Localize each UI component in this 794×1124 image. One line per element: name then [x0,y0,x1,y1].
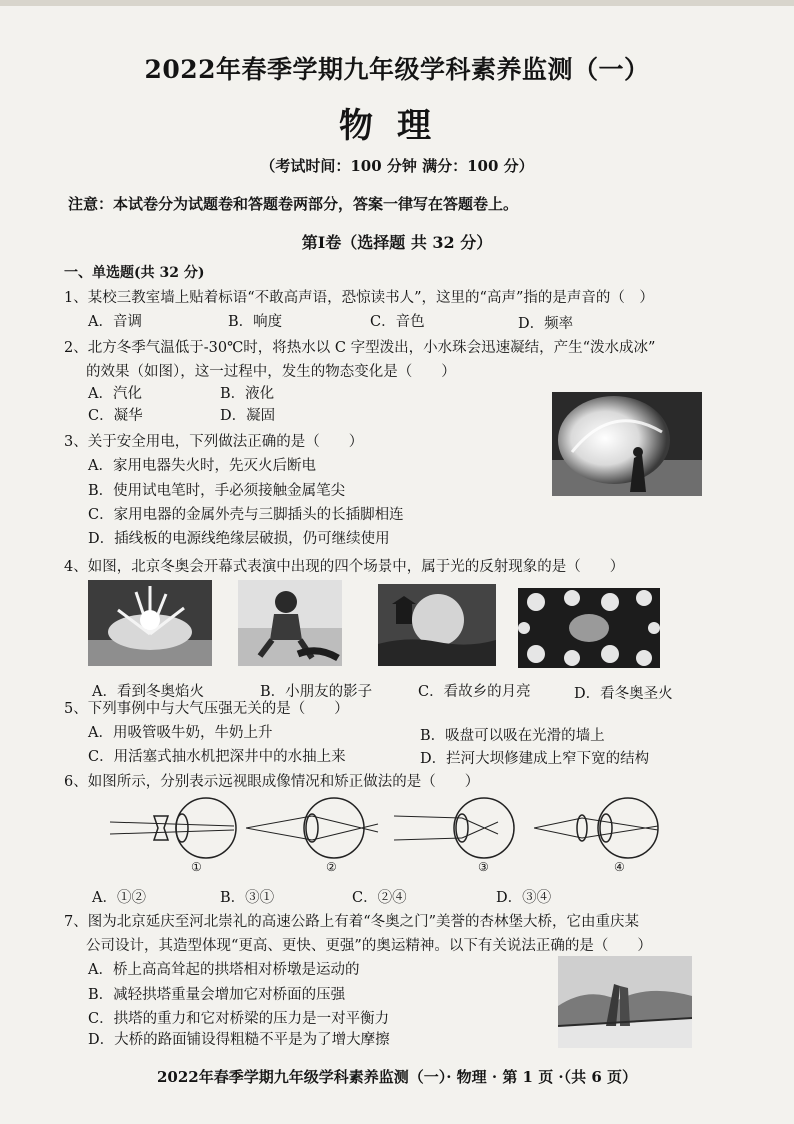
part-title: 一、单选题(共 32 分) [64,265,205,281]
q6-option-d: D．③④ [496,890,552,906]
q1-option-c: C．音色 [370,314,425,330]
q7-stem-line1: 7、图为北京延庆至河北崇礼的高速公路上有着“冬奥之门”美誉的杏林堡大桥，它由重庆某 [64,914,640,930]
q6-option-a: A．①② [92,890,146,906]
q2-photo-water-to-ice [552,392,702,496]
eye-label-4: ④ [614,860,625,874]
q1-option-a: A．音调 [88,314,142,330]
q3-option-d: D．插线板的电源线绝缘层破损，仍可继续使用 [88,531,390,547]
q4-stem: 4、如图，北京冬奥会开幕式表演中出现的四个场景中，属于光的反射现象的是（ ） [64,559,625,575]
notice: 注意：本试卷分为试题卷和答题卷两部分，答案一律写在答题卷上。 [68,195,519,213]
q4-option-d: D．看冬奥圣火 [574,686,673,702]
eye-diagram-3 [394,796,534,878]
eye-diagram-4 [534,796,674,878]
exam-title: 2022年春季学期九年级学科素养监测（一） [144,55,650,84]
q2-option-d: D．凝固 [220,408,276,424]
q4-photo-moon [378,584,496,666]
q3-option-a: A．家用电器失火时，先灭火后断电 [88,458,316,474]
q7-option-a: A．桥上高高耸起的拱塔相对桥墩是运动的 [88,962,360,978]
q6-option-b: B．③① [220,890,275,906]
q6-stem: 6、如图所示，分别表示远视眼成像情况和矫正做法的是（ ） [64,774,480,790]
eye-label-3: ③ [478,860,489,874]
eye-label-1: ① [191,860,202,874]
q5-option-a: A．用吸管吸牛奶，牛奶上升 [88,725,273,741]
q2-stem-line1: 2、北方冬季气温低于-30℃时，将热水以 C 字型泼出，小水珠会迅速凝结，产生“泼水成冰” [64,340,656,356]
q5-option-b: B．吸盘可以吸在光滑的墙上 [420,728,605,744]
page-footer: 2022年春季学期九年级学科素养监测（一）· 物理 · 第 1 页 ·（共 6 页） [156,1068,638,1086]
eye-diagram-1 [110,796,250,878]
q2-option-a: A．汽化 [88,386,142,402]
q7-option-b: B．减轻拱塔重量会增加它对桥面的压强 [88,987,346,1003]
q7-stem-line2: 公司设计，其造型体现“更高、更快、更强”的奥运精神。以下有关说法正确的是（ ） [86,938,652,954]
q1-option-d: D．频率 [518,316,574,332]
q3-option-c: C．家用电器的金属外壳与三脚插头的长插脚相连 [88,507,404,523]
q7-option-c: C．拱塔的重力和它对桥梁的压力是一对平衡力 [88,1011,390,1027]
q4-option-c: C．看故乡的月亮 [418,684,531,700]
eye-diagram-2 [246,796,386,878]
q1-option-b: B．响度 [228,314,283,330]
q5-option-c: C．用活塞式抽水机把深井中的水抽上来 [88,749,346,765]
q5-stem: 5、下列事例中与大气压强无关的是（ ） [64,701,349,717]
q4-option-b: B．小朋友的影子 [260,684,373,700]
top-edge [0,0,794,6]
q4-photo-torch [518,588,660,668]
q7-option-d: D．大桥的路面铺设得粗糙不平是为了增大摩擦 [88,1032,390,1048]
q2-option-b: B．液化 [220,386,275,402]
time-info: （考试时间：100 分钟 满分：100 分） [260,157,534,175]
q5-option-d: D．拦河大坝修建成上窄下宽的结构 [420,751,650,767]
q7-photo-bridge [558,956,692,1048]
q3-stem: 3、关于安全用电，下列做法正确的是（ ） [64,434,364,450]
q4-photo-shadow [238,580,342,666]
q2-option-c: C．凝华 [88,408,143,424]
q6-option-c: C．②④ [352,890,407,906]
q1-stem: 1、某校三教室墙上贴着标语“不敢高声语，恐惊读书人”，这里的“高声”指的是声音的（ ） [64,290,654,306]
q4-option-a: A．看到冬奥焰火 [92,684,204,700]
section-title: 第Ⅰ卷（选择题 共 32 分） [301,233,493,252]
eye-label-2: ② [326,860,337,874]
q4-photo-fireworks [88,580,212,666]
q3-option-b: B．使用试电笔时，手必须接触金属笔尖 [88,483,346,499]
subject-title: 物理 [339,106,455,146]
q2-stem-line2: 的效果（如图），这一过程中，发生的物态变化是（ ） [86,364,456,380]
